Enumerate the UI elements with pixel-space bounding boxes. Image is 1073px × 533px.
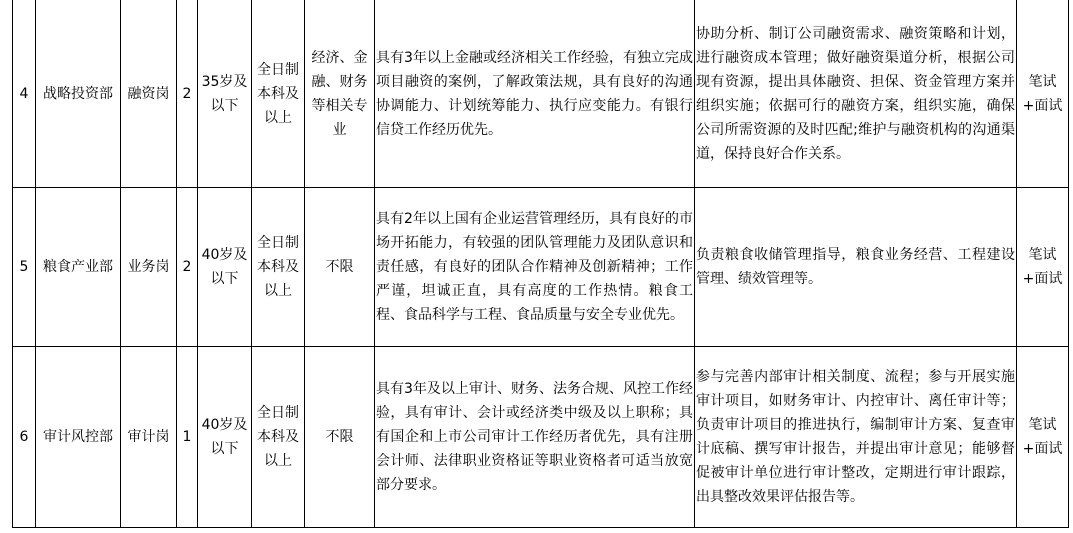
row-number: 5 <box>13 188 36 347</box>
count-cell: 2 <box>177 0 198 188</box>
duties-cell: 负责粮食收储管理指导，粮食业务经营、工程建设管理、绩效管理等。 <box>695 188 1017 347</box>
age-cell: 40岁及以下 <box>198 188 252 347</box>
requirements-cell: 具有3年及以上审计、财务、法务合规、风控工作经验，具有审计、会计或经济类中级及以上职称；具有国企和上市公司审计工作经历者优先，具有注册会计师、法律职业资格证等职业资格者可适当放宽部分要求。 <box>375 347 695 528</box>
age-cell: 35岁及以下 <box>198 0 252 188</box>
major-cell: 不限 <box>305 188 375 347</box>
duties-cell: 参与完善内部审计相关制度、流程；参与开展实施审计项目，如财务审计、内控审计、离任审计等；负责审计项目的推进执行，编制审计方案、复查审计底稿、撰写审计报告，并提出审计意见；能够督促被审计单位进行审计整改，定期进行审计跟踪，出具整改效果评估报告等。 <box>695 347 1017 528</box>
department-cell: 审计风控部 <box>36 347 121 528</box>
count-cell: 2 <box>177 188 198 347</box>
position-cell: 业务岗 <box>121 188 177 347</box>
exam-cell: 笔试+面试 <box>1017 347 1069 528</box>
requirements-cell: 具有2年以上国有企业运营管理经历，具有良好的市场开拓能力，有较强的团队管理能力及团队意识和责任感，有良好的团队合作精神及创新精神；工作严谨，坦诚正直，具有高度的工作热情。粮食工程、食品科学与工程、食品质量与安全专业优先。 <box>375 188 695 347</box>
row-number: 6 <box>13 347 36 528</box>
major-cell: 不限 <box>305 347 375 528</box>
exam-cell: 笔试+面试 <box>1017 0 1069 188</box>
duties-cell: 协助分析、制订公司融资需求、融资策略和计划，进行融资成本管理；做好融资渠道分析，根据公司现有资源，提出具体融资、担保、资金管理方案并组织实施；依据可行的融资方案，组织实施，确保公司所需资源的及时匹配;维护与融资机构的沟通渠道，保持良好合作关系。 <box>695 0 1017 188</box>
table-row <box>13 347 1069 528</box>
table-row <box>13 188 1069 347</box>
department-cell: 粮食产业部 <box>36 188 121 347</box>
position-cell: 审计岗 <box>121 347 177 528</box>
education-cell: 全日制本科及以上 <box>252 347 305 528</box>
table-row <box>13 0 1069 188</box>
education-cell: 全日制本科及以上 <box>252 0 305 188</box>
count-cell: 1 <box>177 347 198 528</box>
age-cell: 40岁及以下 <box>198 347 252 528</box>
requirements-cell: 具有3年以上金融或经济相关工作经验，有独立完成项目融资的案例，了解政策法规，具有良好的沟通协调能力、计划统筹能力、执行应变能力。有银行信贷工作经历优先。 <box>375 0 695 188</box>
major-cell: 经济、金融、财务等相关专业 <box>305 0 375 188</box>
position-cell: 融资岗 <box>121 0 177 188</box>
recruitment-table <box>12 0 1069 528</box>
exam-cell: 笔试+面试 <box>1017 188 1069 347</box>
department-cell: 战略投资部 <box>36 0 121 188</box>
row-number: 4 <box>13 0 36 188</box>
education-cell: 全日制本科及以上 <box>252 188 305 347</box>
